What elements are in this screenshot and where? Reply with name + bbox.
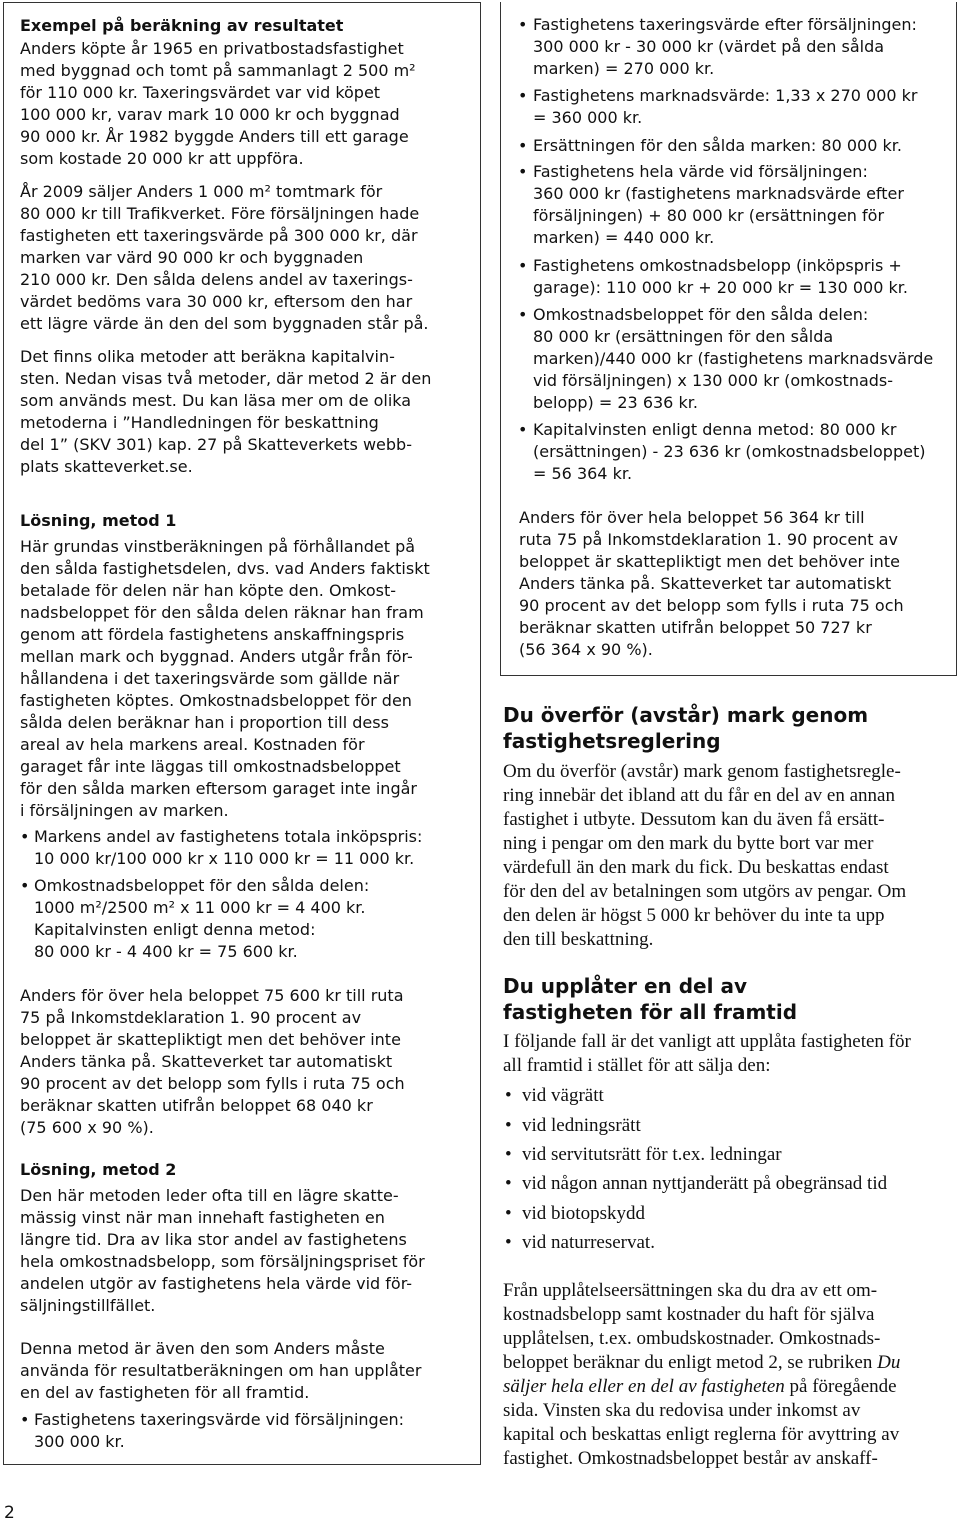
section-heading-upplatelse: Du upplåter en del av fastigheten för all framtid (503, 974, 798, 1024)
method2-result-paragraph: Anders för över hela beloppet 56 364 kr till ruta 75 på Inkomstdeklaration 1. 90 procent av beloppet är skattepliktigt men det behöver inte Anders tänka på. Skatteverket tar automatiskt 90 procent av det belopp som fylls i ruta 75 och beräknar skatten utifrån beloppet 50 727 kr (56 364 x 90 %). (519, 508, 904, 659)
intro-paragraph-1: Anders köpte år 1965 en privatbostadsfastighet med byggnad och tomt på sammanlagt 2 500 m² för 110 000 kr. Taxeringsvärdet var vid köpet 100 000 kr, varav mark 10 000 kr och byggnad 90 000 kr. År 1982 byggde Anders till ett garage som kostade 20 000 kr att uppföra. (20, 39, 416, 168)
intro-paragraph-3: Det finns olika metoder att beräkna kapitalvin- sten. Nedan visas två metoder, där metod 2 är den som används mest. Du kan läsa mer om de olika metoderna i ”Handledningen för beskattning del 1” (SKV 301) kap. 27 på Skatteverkets webb- plats skatteverket.se. (20, 347, 432, 476)
right-bullet-2: Fastighetens marknadsvärde: 1,33 x 270 000 kr = 360 000 kr. (533, 86, 918, 127)
bullet-dot: • (505, 1203, 512, 1224)
section-body-upplatelse (503, 1279, 900, 1471)
body-text-italic-reference: Du säljer hela eller en del av fastigheten (503, 1352, 901, 1397)
bullet-dot: • (20, 876, 30, 895)
list-item: vid ledningsrätt (522, 1115, 641, 1136)
right-bullet-4: Fastighetens hela värde vid försäljningen: 360 000 kr (fastighetens marknadsvärde efter försäljningen) + 80 000 kr (ersättningen för marken) = 440 000 kr. (533, 162, 904, 247)
section-intro-upplatelse: I följande fall är det vanligt att upplåta fastigheten för all framtid i stället för att sälja den: (503, 1031, 911, 1076)
method1-result-paragraph: Anders för över hela beloppet 75 600 kr till ruta 75 på Inkomstdeklaration 1. 90 procent av beloppet är skattepliktigt men det behöver inte Anders tänka på. Skatteverket tar automatiskt 90 procent av det belopp som fylls i ruta 75 och beräknar skatten utifrån beloppet 68 040 kr (75 600 x 90 %). (20, 986, 405, 1137)
method1-bullet-1: Markens andel av fastighetens totala inköpspris: 10 000 kr/100 000 kr x 110 000 kr = 11 000 kr. (34, 827, 423, 868)
method2-heading: Lösning, metod 2 (20, 1160, 177, 1179)
method1-heading: Lösning, metod 1 (20, 511, 177, 530)
list-item: vid någon annan nyttjanderätt på obegränsad tid (522, 1173, 888, 1194)
bullet-dot: • (20, 1410, 30, 1429)
bullet-dot: • (518, 420, 528, 439)
bullet-dot: • (518, 136, 528, 155)
body-text-b: på föregående sida. Vinsten ska du redovisa under inkomst av kapital och beskattas enligt reglerna för avyttring av fastighet. Omkostnadsbeloppet består av anskaff- (503, 1376, 900, 1469)
intro-paragraph-2: År 2009 säljer Anders 1 000 m² tomtmark för 80 000 kr till Trafikverket. Före försäljningen hade fastigheten ett taxeringsvärde på 300 000 kr, där marken var värd 90 000 kr och byggnaden 210 000 kr. Den sålda delens andel av taxerings- värdet bedöms vara 30 000 kr, eftersom den har ett lägre värde än den del som byggnaden står på. (20, 182, 429, 333)
bullet-dot: • (505, 1144, 512, 1165)
bullet-dot: • (505, 1232, 512, 1253)
right-bullet-6: Omkostnadsbeloppet för den sålda delen: 80 000 kr (ersättningen för den sålda marken)/440 000 kr (fastighetens marknadsvärde vid försäljningen) x 130 000 kr (omkostnads- belopp) = 23 636 kr. (533, 305, 934, 412)
list-item: vid servitutsrätt för t.ex. ledningar (522, 1144, 782, 1165)
column-gap (489, 690, 490, 1465)
bullet-dot: • (518, 256, 528, 275)
method2-paragraph-2: Denna metod är även den som Anders måste använda för resultatberäkningen om han upplåter en del av fastigheten för all framtid. (20, 1339, 422, 1402)
right-bullet-5: Fastighetens omkostnadsbelopp (inköpspris + garage): 110 000 kr + 20 000 kr = 130 000 kr. (533, 256, 908, 297)
bullet-dot: • (518, 86, 528, 105)
method1-bullet-2: Omkostnadsbeloppet för den sålda delen: 1000 m²/2500 m² x 11 000 kr = 4 400 kr. Kapitalvinsten enligt denna metod: 80 000 kr - 4 400 kr = 75 600 kr. (34, 876, 370, 961)
section-body-fastighetsreglering: Om du överför (avstår) mark genom fastighetsregle- ring innebär det ibland att du får en del av en annan fastighet i utbyte. Dessutom kan du även få ersätt- ning i pengar om den mark du bytte bort var mer värdefull än den mark du fick. Du beskattas endast för den del av betalningen som utgörs av pengar. Om den delen är högst 5 000 kr behöver du inte ta upp den till beskattning. (503, 761, 907, 950)
bullet-dot: • (505, 1115, 512, 1136)
method1-paragraph: Här grundas vinstberäkningen på förhållandet på den sålda fastighetsdelen, dvs. vad Anders faktiskt betalade för delen när han köpte den. Omkost- nadsbeloppet för den sålda delen räknar han fram genom att fördela fastighetens anskaffningspris mellan mark och byggnad. Anders utgår från för- hållandena i det taxeringsvärde som gällde när fastigheten köptes. Omkostnadsbeloppet för den sålda delen beräknar han i proportion till dess areal av hela markens areal. Kostnaden för garaget får inte läggas till omkostnadsbeloppet för den sålda marken eftersom garaget inte ingår i försäljningen av marken. (20, 537, 430, 820)
section-heading-fastighetsreglering: Du överför (avstår) mark genom fastighetsreglering (503, 703, 869, 753)
right-bullet-3: Ersättningen för den sålda marken: 80 000 kr. (533, 136, 902, 155)
bullet-dot: • (518, 305, 528, 324)
page-number: 2 (4, 1503, 15, 1523)
bullet-dot: • (505, 1173, 512, 1194)
method2-bullet-1: Fastighetens taxeringsvärde vid försäljningen: 300 000 kr. (34, 1410, 405, 1451)
list-item: vid vägrätt (522, 1085, 604, 1106)
bullet-dot: • (505, 1085, 512, 1106)
bullet-dot: • (20, 827, 30, 846)
body-text-a: Från upplåtelseersättningen ska du dra av ett om- kostnadsbelopp samt kostnader du haft för själva upplåtelsen, t.ex. ombudskostnader. Omkostnads- beloppet beräknar du enligt metod 2, se rubriken (503, 1280, 881, 1373)
right-bullet-1: Fastighetens taxeringsvärde efter försäljningen: 300 000 kr - 30 000 kr (värdet på den sålda marken) = 270 000 kr. (533, 15, 917, 78)
method2-paragraph-1: Den här metoden leder ofta till en lägre skatte- mässig vinst när man innehaft fastigheten en längre tid. Dra av lika stor andel av fastighetens hela omkostnadsbelopp, som försäljningspriset för andelen utgör av fastighetens hela värde vid för- säljningstillfället. (20, 1186, 425, 1315)
bullet-dot: • (518, 162, 528, 181)
list-item: vid naturreservat. (522, 1232, 655, 1253)
bullet-dot: • (518, 15, 528, 34)
right-bullet-7: Kapitalvinsten enligt denna metod: 80 000 kr (ersättningen) - 23 636 kr (omkostnadsbeloppet) = 56 364 kr. (533, 420, 926, 483)
example-heading: Exempel på beräkning av resultatet (20, 16, 344, 35)
list-item: vid biotopskydd (522, 1203, 645, 1224)
